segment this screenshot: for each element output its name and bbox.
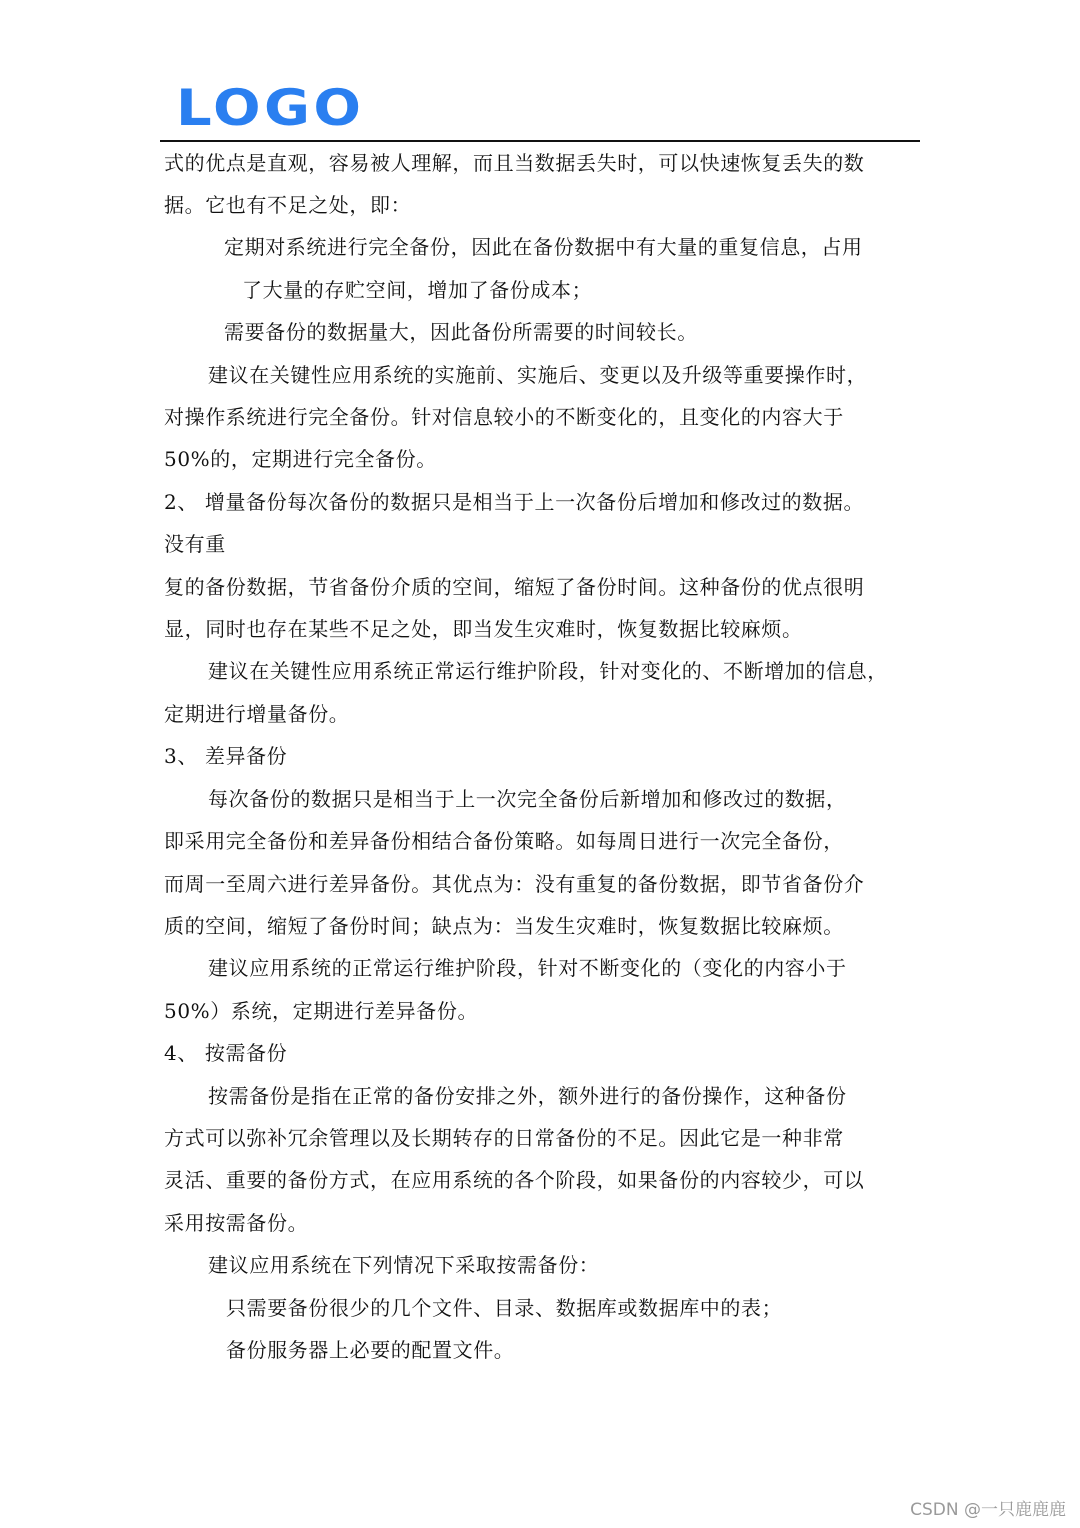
text-line: 对操作系统进行完全备份。针对信息较小的不断变化的，且变化的内容大于 [164,405,844,429]
list-item: 定期对系统进行完全备份，因此在备份数据中有大量的重复信息，占用 [224,235,863,259]
text-line: 式的优点是直观，容易被人理解，而且当数据丢失时，可以快速恢复丢失的数 [164,151,865,175]
logo: LOGO [176,79,365,137]
text-line: 灵活、重要的备份方式，在应用系统的各个阶段，如果备份的内容较少，可以 [164,1168,865,1192]
text-line: 采用按需备份。 [164,1211,309,1235]
list-item: 只需要备份很少的几个文件、目录、数据库或数据库中的表； [226,1296,783,1320]
text-line: 50%的，定期进行完全备份。 [164,447,437,471]
text-line: 而周一至周六进行差异备份。其优点为：没有重复的备份数据，即节省备份介 [164,872,865,896]
list-item: 需要备份的数据量大，因此备份所需要的时间较长。 [224,320,698,344]
list-item: 备份服务器上必要的配置文件。 [226,1338,515,1362]
paragraph-first-line: 建议在关键性应用系统的实施前、实施后、变更以及升级等重要操作时， [208,363,868,387]
text-line: 即采用完全备份和差异备份相结合备份策略。如每周日进行一次完全备份， [164,829,844,853]
text-line: 显，同时也存在某些不足之处，即当发生灾难时，恢复数据比较麻烦。 [164,617,803,641]
section-heading-differential: 3、 差异备份 [164,744,288,768]
header-divider [160,140,920,142]
paragraph-first-line: 建议在关键性应用系统正常运行维护阶段，针对变化的、不断增加的信息， [208,659,888,683]
text-line: 据。它也有不足之处，即： [164,193,412,217]
paragraph-first-line: 按需备份是指在正常的备份安排之外，额外进行的备份操作，这种备份 [208,1084,847,1108]
paragraph-first-line: 建议应用系统在下列情况下采取按需备份： [208,1253,600,1277]
text-line: 方式可以弥补冗余管理以及长期转存的日常备份的不足。因此它是一种非常 [164,1126,844,1150]
paragraph-first-line: 建议应用系统的正常运行维护阶段，针对不断变化的（变化的内容小于 [208,956,847,980]
text-line: 没有重 [164,532,226,556]
text-line: 质的空间，缩短了备份时间；缺点为：当发生灾难时，恢复数据比较麻烦。 [164,914,844,938]
text-line: 定期进行增量备份。 [164,702,350,726]
section-heading-on-demand: 4、 按需备份 [164,1041,288,1065]
list-item-continuation: 了大量的存贮空间，增加了备份成本； [242,278,593,302]
text-line: 复的备份数据，节省备份介质的空间，缩短了备份时间。这种备份的优点很明 [164,575,865,599]
paragraph-first-line: 每次备份的数据只是相当于上一次完全备份后新增加和修改过的数据， [208,787,847,811]
watermark: CSDN @一只鹿鹿鹿 [910,1500,1066,1520]
text-line: 50%）系统，定期进行差异备份。 [164,999,479,1023]
section-heading-incremental: 2、 增量备份每次备份的数据只是相当于上一次备份后增加和修改过的数据。 [164,490,865,514]
